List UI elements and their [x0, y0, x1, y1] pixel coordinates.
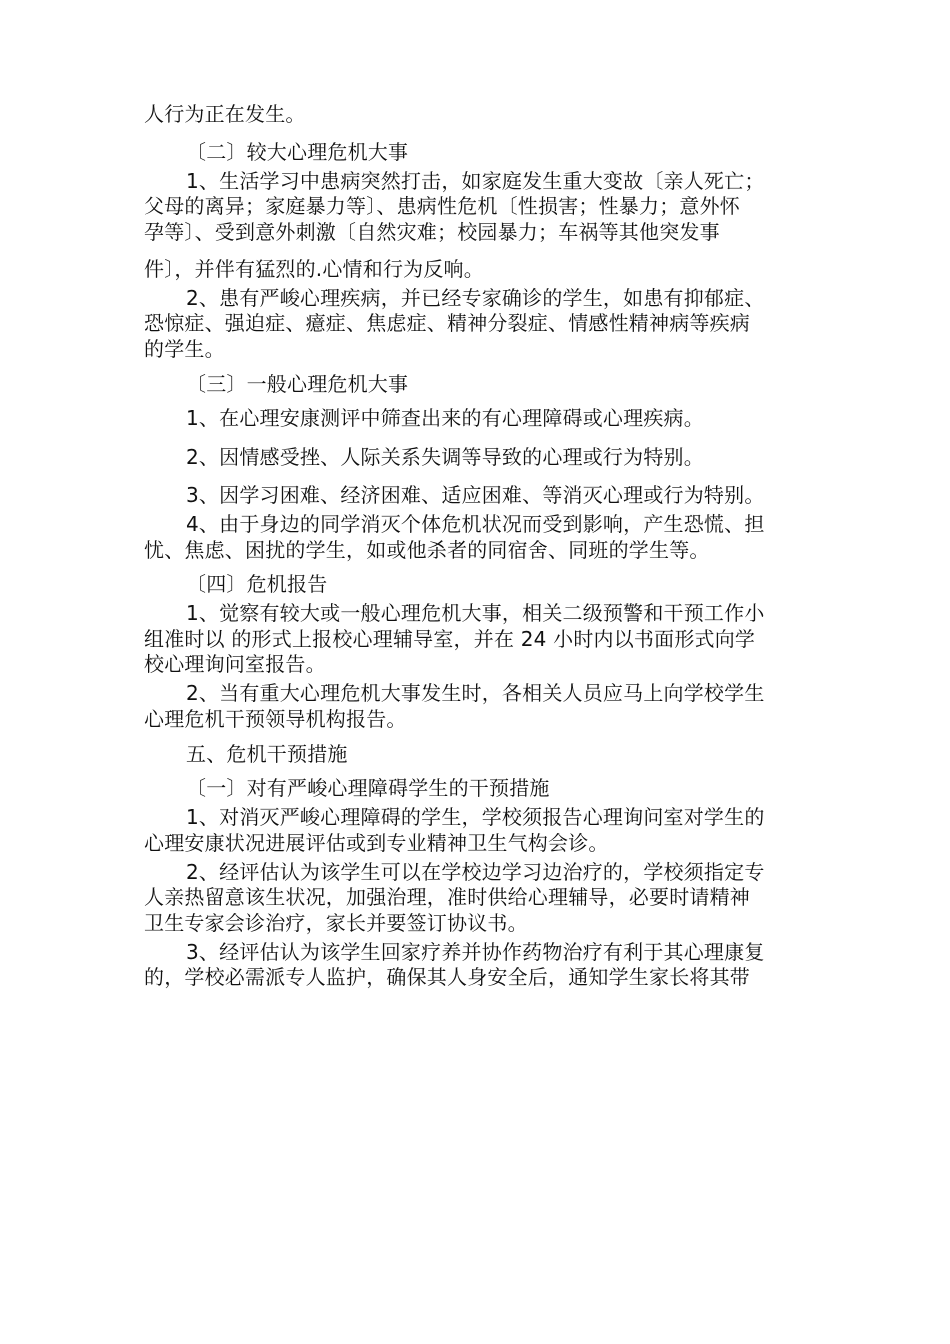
text-line: 人行为正在发生。: [144, 102, 306, 126]
section-heading: 〔二〕较大心理危机大事: [186, 140, 409, 164]
text-line: 2、经评估认为该学生可以在学校边学习边治疗的，学校须指定专: [186, 860, 765, 884]
text-line: 人亲热留意该生状况，加强治理，准时供给心理辅导，必要时请精神: [144, 885, 750, 909]
text-line: 1、在心理安康测评中筛查出来的有心理障碍或心理疾病。: [186, 406, 704, 430]
text-line: 孕等〕、受到意外刺激〔自然灾难；校园暴力；车祸等其他突发事: [144, 220, 720, 244]
text-line: 2、当有重大心理危机大事发生时，各相关人员应马上向学校学生: [186, 681, 765, 705]
text-line: 卫生专家会诊治疗，家长并要签订协议书。: [144, 911, 528, 935]
text-line: 心理安康状况进展评估或到专业精神卫生气构会诊。: [144, 831, 609, 855]
text-line: 2、患有严峻心理疾病，并已经专家确诊的学生，如患有抑郁症、: [186, 286, 765, 310]
text-line: 校心理询问室报告。: [144, 652, 326, 676]
text-line: 件〕，并伴有猛烈的.心情和行为反响。: [144, 257, 484, 281]
text-line: 4、由于身边的同学消灭个体危机状况而受到影响，产生恐慌、担: [186, 512, 765, 536]
text-line: 的，学校必需派专人监护，确保其人身安全后，通知学生家长将其带: [144, 965, 750, 989]
section-heading: 五、危机干预措施: [186, 742, 348, 766]
text-line: 1、觉察有较大或一般心理危机大事，相关二级预警和干预工作小: [186, 601, 765, 625]
text-line: 父母的离异；家庭暴力等〕、患病性危机〔性损害；性暴力；意外怀: [144, 194, 740, 218]
text-line: 3、经评估认为该学生回家疗养并协作药物治疗有利于其心理康复: [186, 940, 765, 964]
text-line: 1、生活学习中患病突然打击，如家庭发生重大变故〔亲人死亡；: [186, 169, 765, 193]
section-heading: 〔四〕危机报告: [186, 572, 328, 596]
text-line: 组准时以 的形式上报校心理辅导室，并在 24 小时内以书面形式向学: [144, 627, 756, 651]
text-line: 2、因情感受挫、人际关系失调等导致的心理或行为特别。: [186, 445, 704, 469]
text-line: 忧、焦虑、困扰的学生，如或他杀者的同宿舍、同班的学生等。: [144, 538, 710, 562]
section-heading: 〔一〕对有严峻心理障碍学生的干预措施: [186, 776, 550, 800]
text-line: 1、对消灭严峻心理障碍的学生，学校须报告心理询问室对学生的: [186, 805, 765, 829]
text-line: 的学生。: [144, 337, 225, 361]
text-line: 3、因学习困难、经济困难、适应困难、等消灭心理或行为特别。: [186, 483, 765, 507]
section-heading: 〔三〕一般心理危机大事: [186, 372, 409, 396]
text-line: 恐惊症、强迫症、癔症、焦虑症、精神分裂症、情感性精神病等疾病: [144, 311, 750, 335]
text-line: 心理危机干预领导机构报告。: [144, 707, 407, 731]
